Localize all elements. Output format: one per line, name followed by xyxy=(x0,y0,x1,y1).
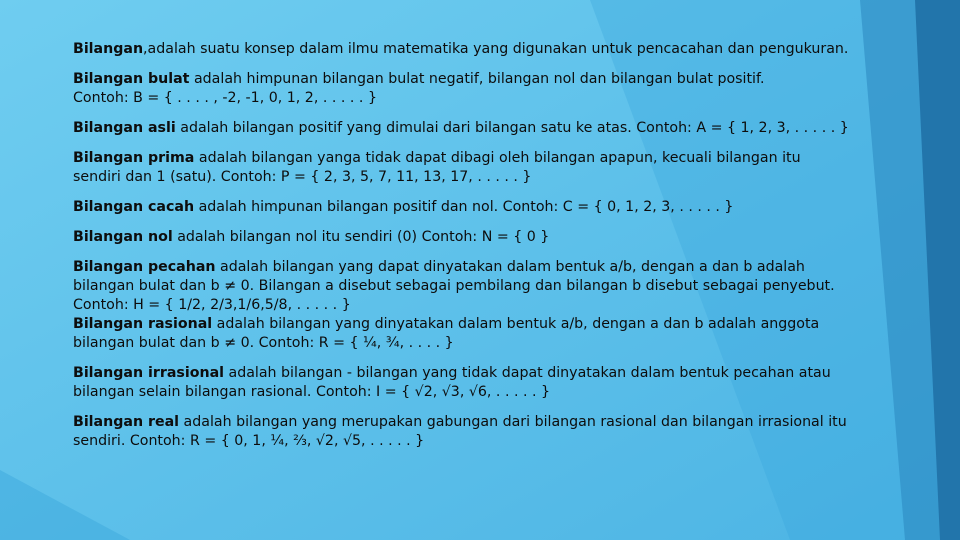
definition-text: ,adalah suatu konsep dalam ilmu matematika yang digunakan untuk pencacahan dan pengukuran. xyxy=(143,41,849,57)
definition-text: adalah bilangan yanga tidak dapat dibagi oleh bilangan apapun, kecuali bilangan itu xyxy=(194,150,801,166)
definition-text: adalah bilangan - bilangan yang tidak dapat dinyatakan dalam bentuk pecahan atau xyxy=(224,365,831,381)
term-bilangan-irrasional: Bilangan irrasional xyxy=(73,365,225,381)
definition-example: sendiri. Contoh: R = { 0, 1, ¼, ⅔, √2, √5, . . . . . } xyxy=(73,433,425,449)
definition-bilangan-rasional xyxy=(73,315,913,353)
term-bilangan-real: Bilangan real xyxy=(73,414,180,430)
definition-text: adalah bilangan positif yang dimulai dari bilangan satu ke atas. Contoh: A = { 1, 2, 3, . . . . . } xyxy=(175,120,849,136)
definition-text: adalah himpunan bilangan bulat negatif, bilangan nol dan bilangan bulat positif. xyxy=(189,71,765,87)
definition-example: bilangan bulat dan b ≠ 0. Contoh: R = { ¼, ¾, . . . . } xyxy=(73,335,454,351)
definition-bilangan-bulat xyxy=(73,70,913,108)
definition-text: adalah himpunan bilangan positif dan nol. Contoh: C = { 0, 1, 2, 3, . . . . . } xyxy=(194,199,734,215)
definitions-list xyxy=(73,40,913,462)
term-bilangan-nol: Bilangan nol xyxy=(73,229,173,245)
term-bilangan-asli: Bilangan asli xyxy=(73,120,176,136)
term-bilangan-prima: Bilangan prima xyxy=(73,150,195,166)
term-bilangan-rasional: Bilangan rasional xyxy=(73,316,213,332)
definition-bilangan-real xyxy=(73,413,913,451)
definition-text: adalah bilangan yang dapat dinyatakan dalam bentuk a/b, dengan a dan b adalah xyxy=(215,259,805,275)
term-bilangan-pecahan: Bilangan pecahan xyxy=(73,259,216,275)
definition-bilangan-nol xyxy=(73,228,913,247)
definition-text-continued: bilangan bulat dan b ≠ 0. Bilangan a disebut sebagai pembilang dan bilangan b disebut sebagai penyebut. xyxy=(73,278,835,294)
definition-bilangan-asli xyxy=(73,119,913,138)
term-bilangan: Bilangan xyxy=(73,41,144,57)
definition-bilangan xyxy=(73,40,913,59)
definition-example: bilangan selain bilangan rasional. Contoh: I = { √2, √3, √6, . . . . . } xyxy=(73,384,551,400)
definition-text: adalah bilangan yang merupakan gabungan dari bilangan rasional dan bilangan irrasional itu xyxy=(179,414,847,430)
definition-example: Contoh: H = { 1/2, 2/3,1/6,5/8, . . . . . } xyxy=(73,297,351,313)
definition-text: adalah bilangan yang dinyatakan dalam bentuk a/b, dengan a dan b adalah anggota xyxy=(212,316,820,332)
definition-bilangan-irrasional xyxy=(73,364,913,402)
term-bilangan-cacah: Bilangan cacah xyxy=(73,199,195,215)
definition-example: Contoh: B = { . . . . , -2, -1, 0, 1, 2, . . . . . } xyxy=(73,90,377,106)
definition-bilangan-prima xyxy=(73,149,913,187)
definition-example: sendiri dan 1 (satu). Contoh: P = { 2, 3, 5, 7, 11, 13, 17, . . . . . } xyxy=(73,169,532,185)
definition-bilangan-cacah xyxy=(73,198,913,217)
term-bilangan-bulat: Bilangan bulat xyxy=(73,71,190,87)
definition-text: adalah bilangan nol itu sendiri (0) Contoh: N = { 0 } xyxy=(172,229,550,245)
definition-bilangan-pecahan xyxy=(73,258,913,315)
